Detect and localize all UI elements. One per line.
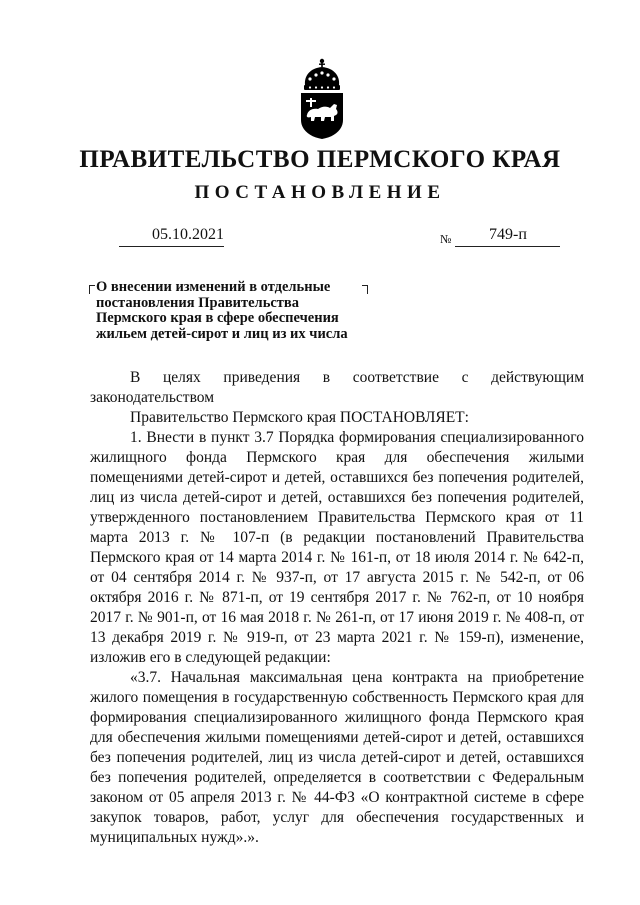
clause-3-7-quote-paragraph: «3.7. Начальная максимальная цена контракта на приобретение жилого помещения в государственную собственность Пермского края для формирования специализированного жилищного фонда Пермского края для обеспечения жилыми помещениями детей-сирот и детей, оставшихся без попечения родителей, лиц из числа детей-сирот и детей, оставшихся без попечения родителей, определяется в соответствии с Федеральным законом от 05 апреля 2013 г. № 44-ФЗ «О контрактной системе в сфере закупок товаров, работ, услуг для обеспечения государственных и муниципальных нужд».». xyxy=(90,669,584,846)
coat-of-arms-icon xyxy=(296,58,348,140)
document-type: ПОСТАНОВЛЕНИЕ xyxy=(194,182,446,203)
subject-line: Пермского края в сфере обеспечения xyxy=(96,310,339,326)
preamble-continuation: законодательством xyxy=(90,389,215,406)
government-name: ПРАВИТЕЛЬСТВО ПЕРМСКОГО КРАЯ xyxy=(79,146,561,173)
date-underline xyxy=(119,246,224,247)
preamble-paragraph: В целях приведения в соответствие с действующим xyxy=(130,369,584,386)
subject-corner-left xyxy=(89,285,95,294)
document-body xyxy=(90,368,584,848)
document-number: 749-п xyxy=(489,226,527,243)
number-sign: № xyxy=(440,232,452,246)
resolution-paragraph: Правительство Пермского края ПОСТАНОВЛЯЕТ: xyxy=(130,409,469,426)
subject-line: постановления Правительства xyxy=(96,294,299,311)
clause-1-paragraph: 1. Внести в пункт 3.7 Порядка формирования специализированного жилищного фонда Пермского края для обеспечения жилыми помещениями детей-сирот и детей, оставшихся без попечения родителей, лиц из числа детей-сирот и детей, оставшихся без попечения родителей, утвержденного постановлением Правительства Пермского края от 11 марта 2013 г. № 107-п (в редакции постановлений Правительства Пермского края от 14 марта 2014 г. № 161-п, от 18 июля 2014 г. № 642-п, от 04 сентября 2014 г. № 937-п, от 17 августа 2015 г. № 542-п, от 06 октября 2016 г. № 871-п, от 19 сентября 2017 г. № 762-п, от 10 ноября 2017 г. № 901-п, от 16 мая 2018 г. № 261-п, от 17 июня 2019 г. № 408-п, от 13 декабря 2019 г. № 919-п, от 23 марта 2021 г. № 159-п), изменение, изложив его в следующей редакции: xyxy=(90,429,584,666)
number-underline xyxy=(455,246,560,247)
document-date: 05.10.2021 xyxy=(152,226,224,243)
subject-line: жильем детей-сирот и лиц из их числа xyxy=(96,325,348,342)
document-subject xyxy=(96,280,376,342)
subject-line: О внесении изменений в отдельные xyxy=(96,279,331,295)
